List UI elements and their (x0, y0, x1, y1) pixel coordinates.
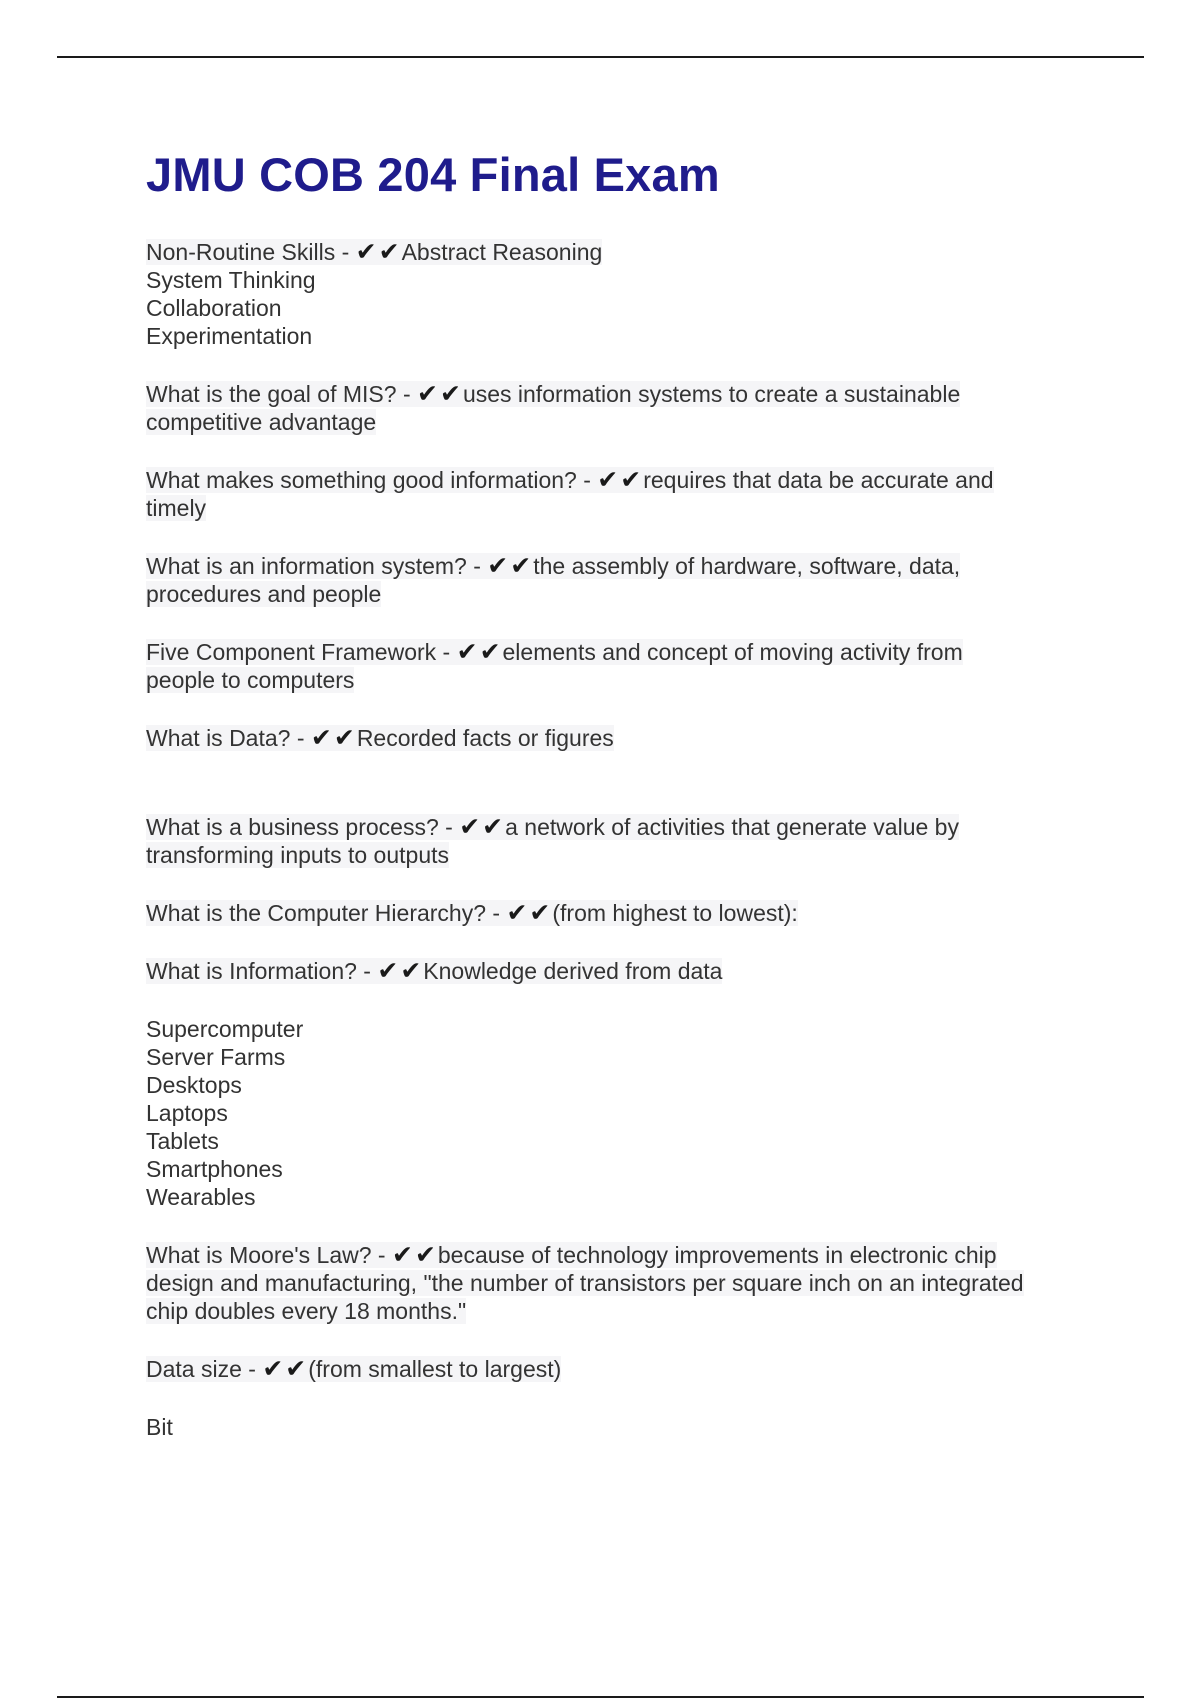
entry-computer-hierarchy (146, 899, 1086, 927)
entry-answer: the assembly of hardware, software, data, (533, 553, 961, 579)
document-title: JMU COB 204 Final Exam (146, 148, 720, 201)
entry-answer-continued: procedures and people (146, 581, 382, 607)
separator: - (335, 239, 356, 265)
bottom-rule (57, 1696, 1144, 1698)
check-icon: ✔ (479, 638, 501, 666)
entry-answer-continued: timely (146, 495, 207, 521)
list-item: Supercomputer (146, 1016, 304, 1042)
list-item: Desktops (146, 1072, 242, 1098)
entry-moores-law (146, 1241, 1086, 1325)
list-item: Wearables (146, 1184, 256, 1210)
list-item: Experimentation (146, 323, 313, 349)
entry-non-routine-skills (146, 238, 1086, 350)
check-icon: ✔ (417, 380, 438, 408)
entry-term: What is the goal of MIS? (146, 381, 397, 407)
check-icon: ✔ (355, 238, 377, 266)
entry-business-process (146, 813, 1086, 869)
check-icon: ✔ (414, 1241, 436, 1269)
separator: - (241, 1356, 263, 1382)
separator: - (356, 958, 378, 984)
entry-term: Five Component Framework (146, 639, 437, 665)
check-icon: ✔ (391, 1241, 413, 1269)
entry-term: What is Information? (146, 958, 357, 984)
check-icon: ✔ (285, 1355, 307, 1383)
entry-term: Non-Routine Skills (146, 239, 336, 265)
check-icon: ✔ (620, 466, 642, 494)
list-item: System Thinking (146, 267, 316, 293)
separator: - (486, 900, 507, 926)
entry-five-component-framework (146, 638, 1086, 694)
list-item: Bit (146, 1414, 173, 1440)
entry-information-system (146, 552, 1086, 608)
top-rule (57, 56, 1144, 58)
check-icon: ✔ (439, 380, 461, 408)
entry-answer-continued: people to computers (146, 667, 355, 693)
entry-answer: because of technology improvements in electronic chip (437, 1242, 997, 1268)
check-icon: ✔ (510, 552, 532, 580)
separator: - (290, 725, 311, 751)
check-icon: ✔ (377, 957, 399, 985)
data-size-list (146, 1413, 1086, 1441)
check-icon: ✔ (529, 899, 551, 927)
list-item: Tablets (146, 1128, 219, 1154)
check-icon: ✔ (456, 638, 478, 666)
list-item: Smartphones (146, 1156, 283, 1182)
entry-term: What is the Computer Hierarchy? (146, 900, 487, 926)
computer-hierarchy-list (146, 1015, 1086, 1211)
entry-answer: Recorded facts or figures (356, 725, 614, 751)
check-icon: ✔ (482, 813, 504, 841)
list-item: Collaboration (146, 295, 282, 321)
entry-goal-of-mis (146, 380, 1086, 436)
check-icon: ✔ (597, 466, 619, 494)
check-icon: ✔ (506, 899, 528, 927)
entry-answer: (from highest to lowest): (552, 900, 798, 926)
entry-answer: a network of activities that generate value by (505, 814, 959, 840)
entry-answer-continued: design and manufacturing, "the number of transistors per square inch on an integrated (146, 1270, 1024, 1296)
separator: - (438, 814, 460, 840)
check-icon: ✔ (378, 238, 400, 266)
entry-term: What is a business process? (146, 814, 439, 840)
entry-answer: elements and concept of moving activity from (502, 639, 963, 665)
check-icon: ✔ (400, 957, 422, 985)
entry-term: What is Data? (146, 725, 291, 751)
check-icon: ✔ (487, 552, 509, 580)
entry-what-is-data (146, 724, 1086, 752)
entry-what-is-information (146, 957, 1086, 985)
check-icon: ✔ (310, 724, 332, 752)
entry-answer: uses information systems to create a sustainable (462, 381, 961, 407)
entry-data-size (146, 1355, 1086, 1383)
entry-answer-continued: transforming inputs to outputs (146, 842, 449, 868)
entry-answer-continued: chip doubles every 18 months." (146, 1298, 467, 1324)
entry-answer: (from smallest to largest) (308, 1356, 562, 1382)
separator: - (436, 639, 457, 665)
separator: - (396, 381, 418, 407)
document-body (146, 140, 1086, 1441)
entry-answer: requires that data be accurate and (643, 467, 994, 493)
entry-answer-continued: competitive advantage (146, 409, 377, 435)
separator: - (576, 467, 598, 493)
list-item: Laptops (146, 1100, 228, 1126)
entry-term: What is Moore's Law? (146, 1242, 372, 1268)
list-item: Server Farms (146, 1044, 286, 1070)
separator: - (371, 1242, 392, 1268)
check-icon: ✔ (333, 724, 355, 752)
entry-good-information (146, 466, 1086, 522)
entry-answer: Knowledge derived from data (423, 958, 723, 984)
separator: - (466, 553, 488, 579)
entry-term: What makes something good information? (146, 467, 577, 493)
check-icon: ✔ (262, 1355, 284, 1383)
entry-term: Data size (146, 1356, 242, 1382)
check-icon: ✔ (459, 813, 481, 841)
entry-answer: Abstract Reasoning (401, 239, 603, 265)
entry-term: What is an information system? (146, 553, 467, 579)
